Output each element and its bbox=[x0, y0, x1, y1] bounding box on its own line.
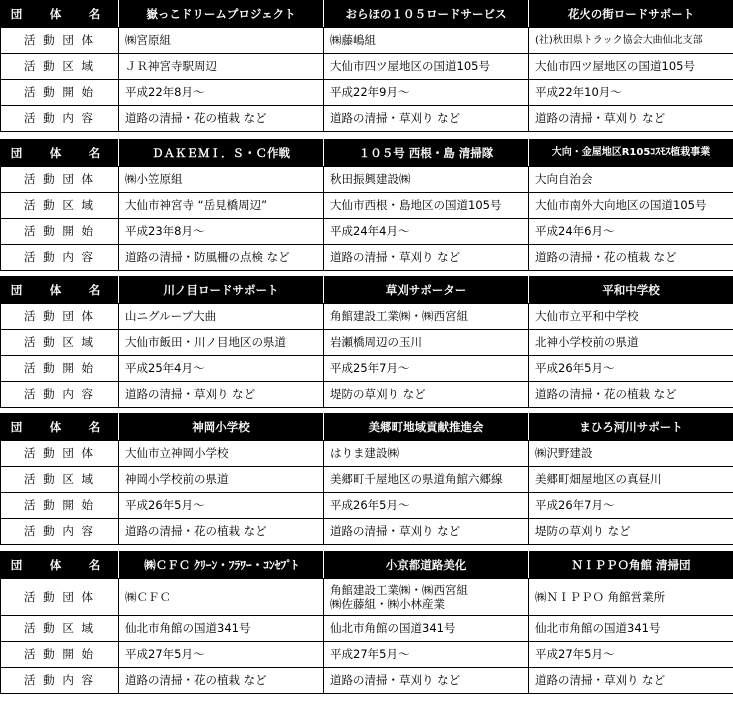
start-label: 活 動 開 始 bbox=[1, 219, 119, 245]
content-value: 道路の清掃・防風柵の点検 など bbox=[119, 245, 324, 271]
content-value: 堤防の草刈り など bbox=[324, 382, 529, 408]
area-value: 大仙市南外大向地区の国道105号 bbox=[529, 193, 733, 219]
start-label: 活 動 開 始 bbox=[1, 356, 119, 382]
group-block-1 bbox=[0, 0, 733, 132]
org-row bbox=[1, 167, 733, 193]
org-value: 角館建設工業㈱・㈱西宮組 bbox=[324, 304, 529, 330]
area-row bbox=[1, 54, 733, 80]
content-row bbox=[1, 106, 733, 132]
content-label: 活 動 内 容 bbox=[1, 668, 119, 694]
org-label: 活 動 団 体 bbox=[1, 441, 119, 467]
content-label: 活 動 内 容 bbox=[1, 106, 119, 132]
start-label: 活 動 開 始 bbox=[1, 493, 119, 519]
content-value: 道路の清掃・草刈り など bbox=[324, 668, 529, 694]
group-name-row bbox=[1, 1, 733, 28]
content-row bbox=[1, 519, 733, 545]
content-value: 道路の清掃・草刈り など bbox=[529, 668, 733, 694]
start-row bbox=[1, 80, 733, 106]
area-value: 大仙市西根・島地区の国道105号 bbox=[324, 193, 529, 219]
org-value: ㈱ＮＩＰＰＯ 角館営業所 bbox=[529, 579, 733, 616]
org-label: 活 動 団 体 bbox=[1, 304, 119, 330]
group-name: 川ノ目ロードサポート bbox=[119, 277, 324, 304]
group-name-label: 団 体 名 bbox=[1, 1, 119, 28]
area-value: 仙北市角館の国道341号 bbox=[324, 616, 529, 642]
group-name: 小京都道路美化 bbox=[324, 552, 529, 579]
area-value: 大仙市飯田・川ノ目地区の県道 bbox=[119, 330, 324, 356]
area-value: 仙北市角館の国道341号 bbox=[119, 616, 324, 642]
content-value: 道路の清掃・草刈り など bbox=[529, 106, 733, 132]
content-value: 道路の清掃・草刈り など bbox=[324, 245, 529, 271]
content-label: 活 動 内 容 bbox=[1, 245, 119, 271]
start-value: 平成26年7月～ bbox=[529, 493, 733, 519]
area-label: 活 動 区 域 bbox=[1, 193, 119, 219]
area-value: ＪＲ神宮寺駅周辺 bbox=[119, 54, 324, 80]
group-name: 神岡小学校 bbox=[119, 414, 324, 441]
org-value: 大向自治会 bbox=[529, 167, 733, 193]
content-value: 道路の清掃・花の植栽 など bbox=[529, 382, 733, 408]
group-block-2 bbox=[0, 139, 733, 271]
start-value: 平成26年5月～ bbox=[119, 493, 324, 519]
start-value: 平成22年10月～ bbox=[529, 80, 733, 106]
content-value: 道路の清掃・花の植栽 など bbox=[119, 106, 324, 132]
area-value: 大仙市神宮寺 “岳見橋周辺” bbox=[119, 193, 324, 219]
group-name: ＮＩＰＰＯ角館 清掃団 bbox=[529, 552, 733, 579]
group-name-row bbox=[1, 414, 733, 441]
area-value: 岩瀬橋周辺の玉川 bbox=[324, 330, 529, 356]
area-value: 大仙市四ツ屋地区の国道105号 bbox=[529, 54, 733, 80]
content-value: 道路の清掃・花の植栽 など bbox=[119, 519, 324, 545]
group-name: おらほの１０５ロードサービス bbox=[324, 1, 529, 28]
content-row bbox=[1, 245, 733, 271]
org-value: ㈱ＣＦＣ bbox=[119, 579, 324, 616]
group-name: まひろ河川サポート bbox=[529, 414, 733, 441]
content-value: 道路の清掃・草刈り など bbox=[324, 106, 529, 132]
org-value: 大仙市立神岡小学校 bbox=[119, 441, 324, 467]
start-value: 平成24年4月～ bbox=[324, 219, 529, 245]
content-label: 活 動 内 容 bbox=[1, 382, 119, 408]
content-row bbox=[1, 382, 733, 408]
start-value: 平成23年8月～ bbox=[119, 219, 324, 245]
group-block-3 bbox=[0, 276, 733, 408]
org-value-line: 角館建設工業㈱・㈱西宮組 bbox=[330, 583, 468, 597]
org-row bbox=[1, 28, 733, 54]
content-value: 堤防の草刈り など bbox=[529, 519, 733, 545]
area-value: 仙北市角館の国道341号 bbox=[529, 616, 733, 642]
group-name: 嶽っこドリームプロジェクト bbox=[119, 1, 324, 28]
org-label: 活 動 団 体 bbox=[1, 579, 119, 616]
area-label: 活 動 区 域 bbox=[1, 330, 119, 356]
start-value: 平成22年9月～ bbox=[324, 80, 529, 106]
group-block-4 bbox=[0, 413, 733, 545]
group-name-row bbox=[1, 277, 733, 304]
group-name: ＤＡＫＥＭＩ．Ｓ・Ｃ作戦 bbox=[119, 140, 324, 167]
start-value: 平成27年5月～ bbox=[119, 642, 324, 668]
org-label: 活 動 団 体 bbox=[1, 167, 119, 193]
start-row bbox=[1, 356, 733, 382]
start-value: 平成25年7月～ bbox=[324, 356, 529, 382]
area-row bbox=[1, 330, 733, 356]
org-value: ㈱小笠原組 bbox=[119, 167, 324, 193]
org-value: (社)秋田県トラック協会大曲仙北支部 bbox=[529, 28, 733, 54]
group-name: 花火の街ロードサポート bbox=[529, 1, 733, 28]
start-value: 平成27年5月～ bbox=[324, 642, 529, 668]
org-row bbox=[1, 304, 733, 330]
content-value: 道路の清掃・草刈り など bbox=[119, 382, 324, 408]
start-value: 平成26年5月～ bbox=[529, 356, 733, 382]
start-value: 平成27年5月～ bbox=[529, 642, 733, 668]
area-row bbox=[1, 616, 733, 642]
area-label: 活 動 区 域 bbox=[1, 54, 119, 80]
content-value: 道路の清掃・草刈り など bbox=[324, 519, 529, 545]
area-row bbox=[1, 467, 733, 493]
start-label: 活 動 開 始 bbox=[1, 80, 119, 106]
start-value: 平成25年4月～ bbox=[119, 356, 324, 382]
area-value: 美郷町畑屋地区の真昼川 bbox=[529, 467, 733, 493]
area-label: 活 動 区 域 bbox=[1, 467, 119, 493]
start-row bbox=[1, 219, 733, 245]
area-label: 活 動 区 域 bbox=[1, 616, 119, 642]
org-value: ㈱沢野建設 bbox=[529, 441, 733, 467]
start-value: 平成26年5月～ bbox=[324, 493, 529, 519]
area-row bbox=[1, 193, 733, 219]
group-name: 大向・金屋地区R105ｺｽﾓｽ植栽事業 bbox=[529, 140, 733, 167]
group-block-5 bbox=[0, 551, 733, 694]
org-value: 秋田振興建設㈱ bbox=[324, 167, 529, 193]
start-row bbox=[1, 493, 733, 519]
content-row bbox=[1, 668, 733, 694]
start-value: 平成22年8月～ bbox=[119, 80, 324, 106]
group-name-label: 団 体 名 bbox=[1, 414, 119, 441]
group-name: １０５号 西根・島 清掃隊 bbox=[324, 140, 529, 167]
area-value: 神岡小学校前の県道 bbox=[119, 467, 324, 493]
org-value: 山ニグループ大曲 bbox=[119, 304, 324, 330]
area-value: 北神小学校前の県道 bbox=[529, 330, 733, 356]
group-name: 草刈サポーター bbox=[324, 277, 529, 304]
group-name-label: 団 体 名 bbox=[1, 277, 119, 304]
org-row bbox=[1, 579, 733, 616]
org-value-multiline bbox=[324, 579, 529, 616]
org-label: 活 動 団 体 bbox=[1, 28, 119, 54]
content-value: 道路の清掃・花の植栽 など bbox=[529, 245, 733, 271]
area-value: 大仙市四ツ屋地区の国道105号 bbox=[324, 54, 529, 80]
group-name-label: 団 体 名 bbox=[1, 552, 119, 579]
area-value: 美郷町千屋地区の県道角館六郷線 bbox=[324, 467, 529, 493]
group-name: ㈱ＣＦＣ ｸﾘｰﾝ・ﾌﾗﾜｰ・ｺﾝｾﾌﾟﾄ bbox=[119, 552, 324, 579]
start-label: 活 動 開 始 bbox=[1, 642, 119, 668]
start-value: 平成24年6月～ bbox=[529, 219, 733, 245]
group-name-label: 団 体 名 bbox=[1, 140, 119, 167]
org-value-line: ㈱佐藤組・㈱小林産業 bbox=[330, 597, 445, 611]
org-value: 大仙市立平和中学校 bbox=[529, 304, 733, 330]
org-row bbox=[1, 441, 733, 467]
group-name-row bbox=[1, 552, 733, 579]
start-row bbox=[1, 642, 733, 668]
group-name: 平和中学校 bbox=[529, 277, 733, 304]
group-name: 美郷町地域貢献推進会 bbox=[324, 414, 529, 441]
org-value: ㈱宮原組 bbox=[119, 28, 324, 54]
org-value: はりま建設㈱ bbox=[324, 441, 529, 467]
content-label: 活 動 内 容 bbox=[1, 519, 119, 545]
content-value: 道路の清掃・花の植栽 など bbox=[119, 668, 324, 694]
group-name-row bbox=[1, 140, 733, 167]
org-value: ㈱藤嶋組 bbox=[324, 28, 529, 54]
